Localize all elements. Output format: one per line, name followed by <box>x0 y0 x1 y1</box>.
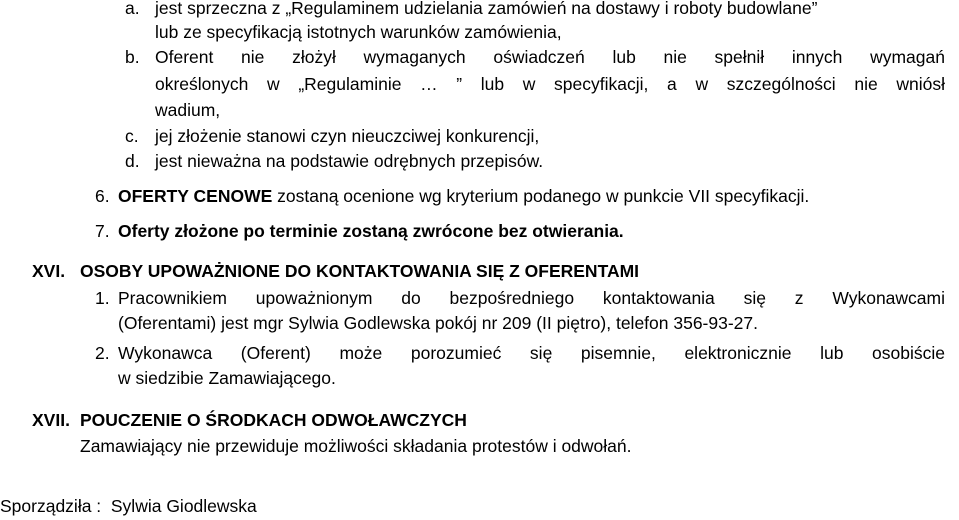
list-b-line1: Oferent nie złożył wymaganych oświadczeń lub nie spełnił innych wymagań <box>155 47 945 67</box>
section-title-xvi: OSOBY UPOWAŻNIONE DO KONTAKTOWANIA SIĘ Z OFERENTAMI <box>80 261 640 281</box>
item6-rest: zostaną ocenione wg kryterium podanego w punkcie VII specyfikacji. <box>272 186 810 206</box>
list-d-text: jest nieważna na podstawie odrębnych przepisów. <box>155 151 544 171</box>
sec16-p1-marker: 1. <box>95 288 110 308</box>
list-marker-d: d. <box>125 151 140 171</box>
item-marker-7: 7. <box>95 221 110 241</box>
section-number-xvii: XVII. <box>32 410 70 430</box>
item6-text <box>118 184 809 208</box>
list-c-text: jej złożenie stanowi czyn nieuczciwej konkurencji, <box>155 126 540 146</box>
list-marker-c: c. <box>125 126 139 146</box>
list-b-line3: wadium, <box>155 100 221 120</box>
list-a-line2: lub ze specyfikacją istotnych warunków zamówienia, <box>155 22 562 42</box>
item6-bold: OFERTY CENOWE <box>118 186 273 206</box>
sec16-p2-line1: Wykonawca (Oferent) może porozumieć się pisemnie, elektronicznie lub osobiście <box>118 343 945 363</box>
list-marker-b: b. <box>125 47 140 67</box>
list-b-line2: określonych w „Regulaminie … ” lub w specyfikacji, a w szczególności nie wniósł <box>155 74 945 94</box>
section-title-xvii: POUCZENIE O ŚRODKACH ODWOŁAWCZYCH <box>80 410 467 430</box>
item-marker-6: 6. <box>95 186 110 206</box>
item7-text: Oferty złożone po terminie zostaną zwrócone bez otwierania. <box>118 221 624 241</box>
sec16-p1-line1: Pracownikiem upoważnionym do bezpośredniego kontaktowania się z Wykonawcami <box>118 288 945 308</box>
section-number-xvi: XVI. <box>32 261 66 281</box>
list-a-line1: jest sprzeczna z „Regulaminem udzielania zamówień na dostawy i roboty budowlane” <box>155 0 818 18</box>
sec16-p2-marker: 2. <box>95 343 110 363</box>
list-marker-a: a. <box>125 0 140 18</box>
sec17-text: Zamawiający nie przewiduje możliwości składania protestów i odwołań. <box>80 436 632 456</box>
sec16-p1-line2: (Oferentami) jest mgr Sylwia Godlewska pokój nr 209 (II piętro), telefon 356-93-27. <box>118 313 759 333</box>
footer-signature: Sporządziła : Sylwia Giodlewska <box>0 496 257 516</box>
sec16-p2-line2: w siedzibie Zamawiającego. <box>118 368 336 388</box>
